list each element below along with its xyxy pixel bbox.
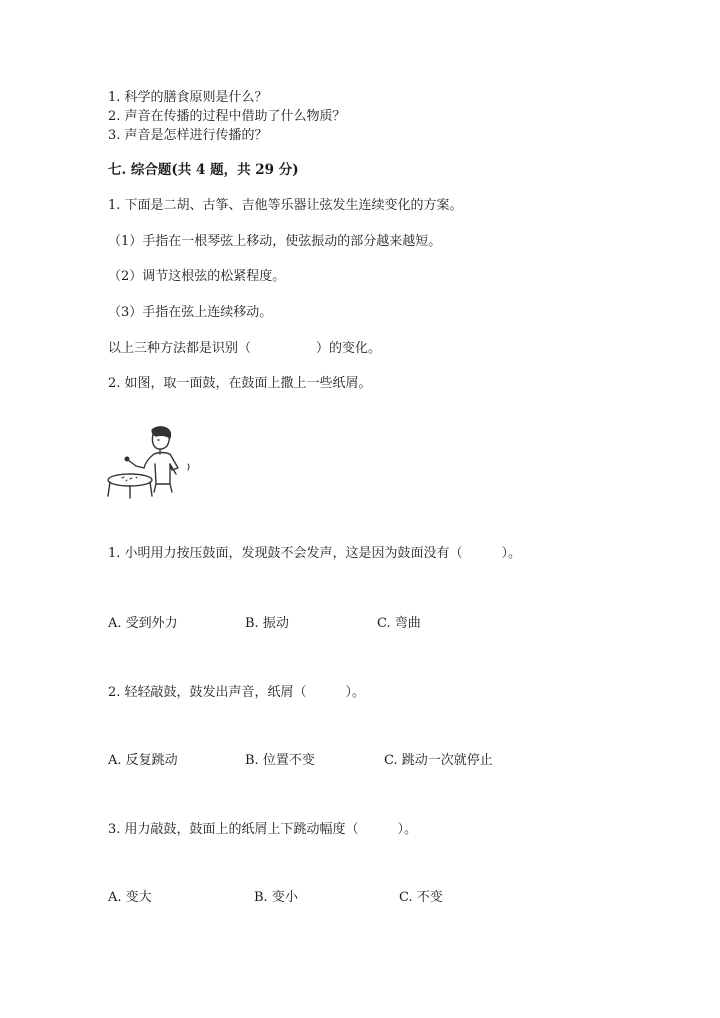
q1-conclusion: 以上三种方法都是识别（ ）的变化。 — [108, 341, 382, 356]
q2-sub-question-2: 2. 轻轻敲鼓，鼓发出声音，纸屑（ ）。 — [108, 685, 366, 700]
q2-sub1-option-c: C. 弯曲 — [377, 616, 421, 631]
q2-sub1-option-a: A. 受到外力 — [108, 616, 178, 631]
q2-prompt: 2. 如图，取一面鼓，在鼓面上撒上一些纸屑。 — [108, 376, 372, 391]
boy-drum-icon — [106, 424, 198, 500]
q1-method-2: （2）调节这根弦的松紧程度。 — [108, 269, 286, 284]
q2-sub1-option-b: B. 振动 — [245, 616, 289, 631]
q2-sub3-option-a: A. 变大 — [108, 890, 152, 905]
q2-sub2-option-b: B. 位置不变 — [245, 753, 315, 768]
q2-sub2-option-a: A. 反复跳动 — [108, 753, 178, 768]
q2-sub3-option-c: C. 不变 — [399, 890, 443, 905]
intro-question-3: 3. 声音是怎样进行传播的？ — [108, 128, 268, 143]
section-heading: 七. 综合题(共 4 题，共 29 分) — [108, 162, 299, 178]
q2-sub-question-1: 1. 小明用力按压鼓面，发现鼓不会发声，这是因为鼓面没有（ ）。 — [108, 546, 522, 561]
q2-sub2-option-c: C. 跳动一次就停止 — [384, 753, 493, 768]
q1-prompt: 1. 下面是二胡、古筝、吉他等乐器让弦发生连续变化的方案。 — [108, 198, 463, 213]
q1-method-3: （3）手指在弦上连续移动。 — [108, 305, 273, 320]
q1-method-1: （1）手指在一根琴弦上移动，使弦振动的部分越来越短。 — [108, 234, 442, 249]
q2-sub-question-3: 3. 用力敲鼓，鼓面上的纸屑上下跳动幅度（ ）。 — [108, 822, 418, 837]
intro-question-2: 2. 声音在传播的过程中借助了什么物质？ — [108, 109, 346, 124]
q2-sub3-option-b: B. 变小 — [254, 890, 298, 905]
intro-question-1: 1. 科学的膳食原则是什么？ — [108, 90, 268, 105]
